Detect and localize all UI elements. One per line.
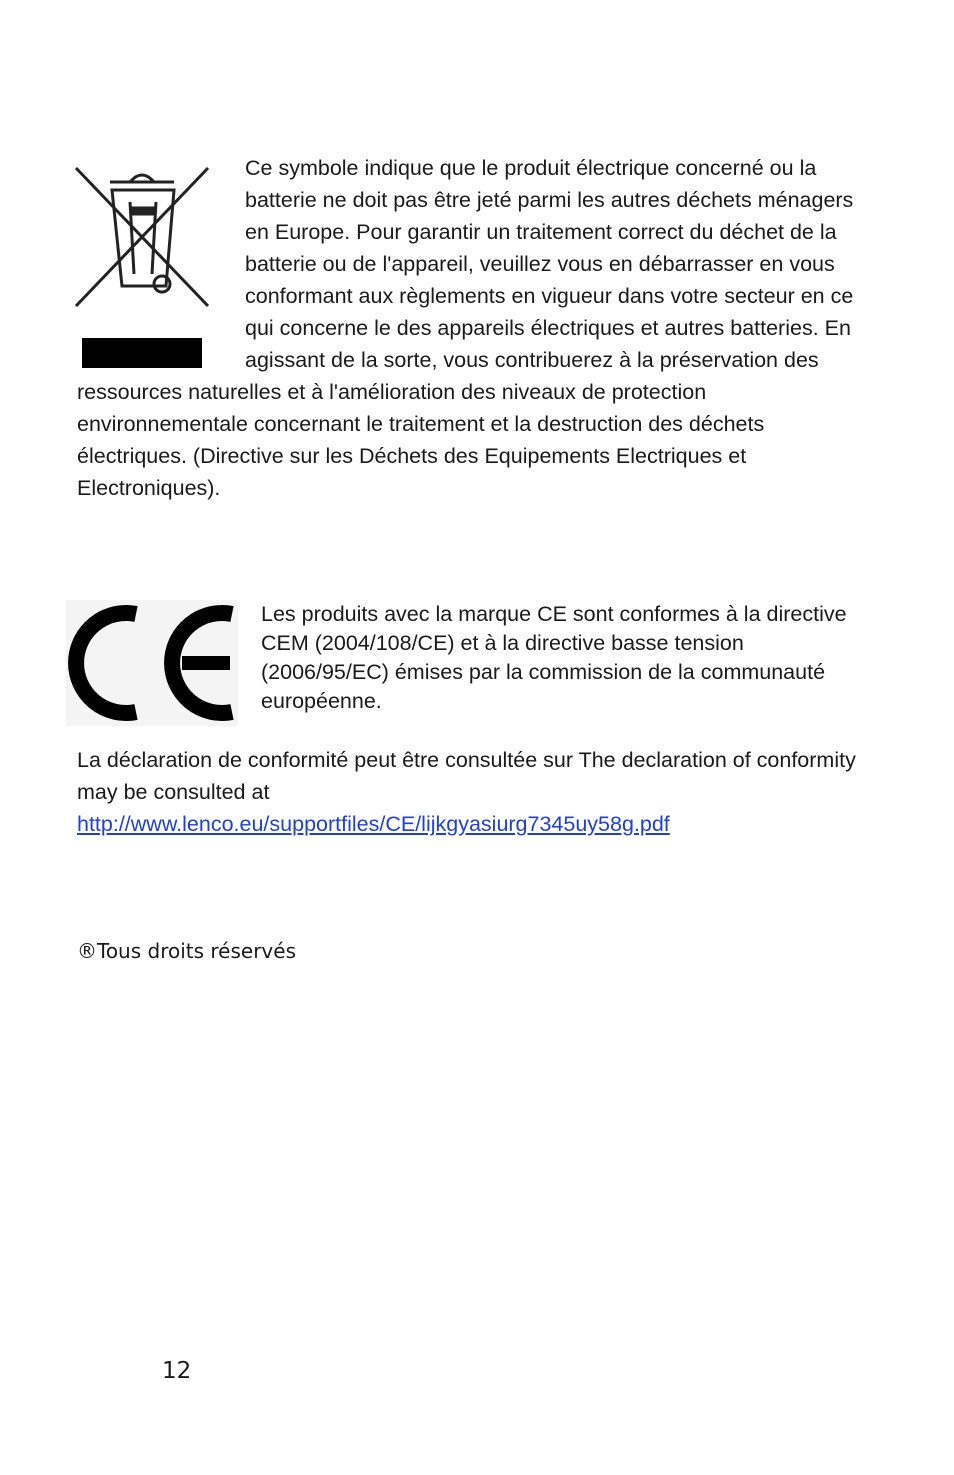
- weee-paragraph: [77, 152, 877, 504]
- declaration-link[interactable]: http://www.lenco.eu/supportfiles/CE/lijkgyasiurg7345uy58g.pdf: [77, 812, 670, 836]
- ce-mark-icon: [66, 600, 238, 726]
- rights-notice: ®Tous droits réservés: [77, 939, 296, 963]
- ce-paragraph: Les produits avec la marque CE sont conformes à la directive CEM (2004/108/CE) et à la directive basse tension (2006/95/EC) émises par la commission de la communauté européenne.: [261, 602, 847, 713]
- page-number: 12: [162, 1358, 192, 1384]
- icon-spacer: [77, 152, 245, 372]
- weee-text: Ce symbole indique que le produit électrique concerné ou la batterie ne doit pas être jeté parmi les autres déchets ménagers en Europe. Pour garantir un traitement correct du déchet de la batterie ou de l'appareil, veuillez vous en débarrasser en vous conformant aux règlements en vigueur dans votre secteur en ce qui concerne le des appareils électriques et autres batteries. En agissant de la sorte, vous contribuerez à la préservation des ressources naturelles et à l'amélioration des niveaux de protection environnementale concernant le traitement et la destruction des déchets électriques. (Directive sur les Déchets des Equipements Electriques et Electroniques).: [77, 156, 854, 500]
- declaration-text: La déclaration de conformité peut être consultée sur The declaration of conformity may be consulted at: [77, 748, 856, 804]
